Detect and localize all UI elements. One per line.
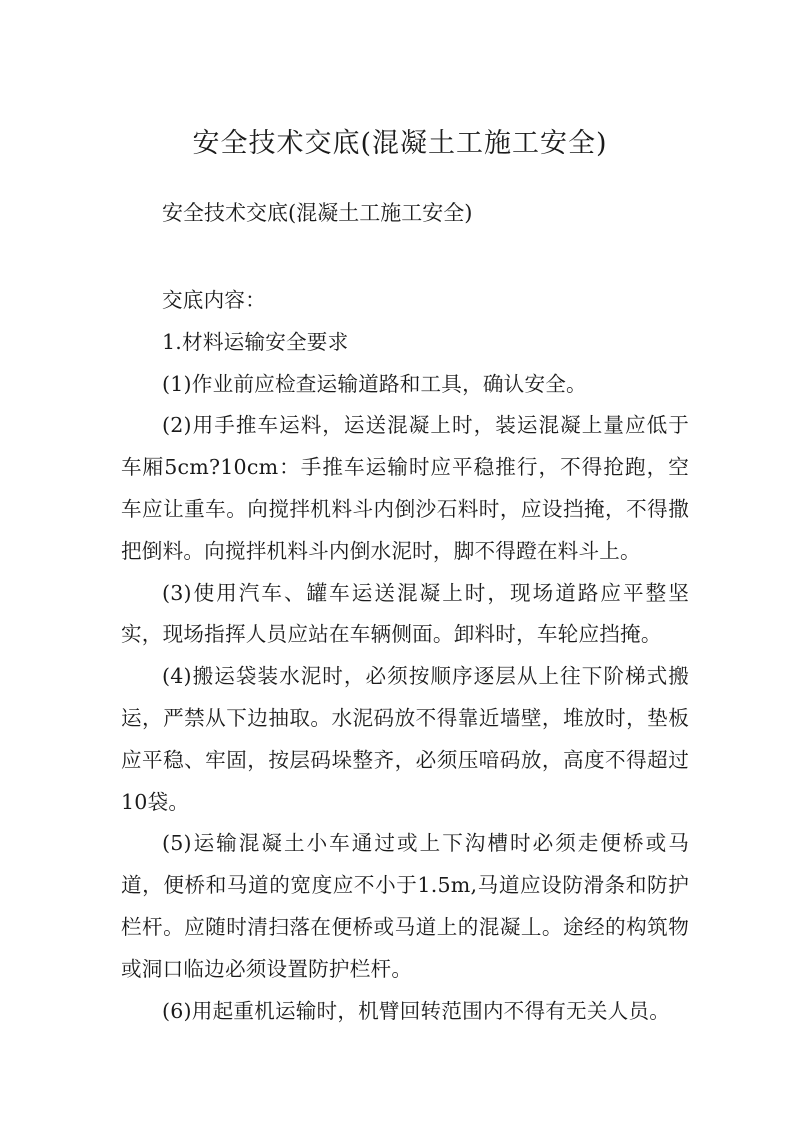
body-paragraph: 交底内容： bbox=[162, 288, 266, 312]
document-body bbox=[121, 280, 689, 1032]
body-paragraph: (1)作业前应检查运输道路和工具，确认安全。 bbox=[162, 371, 587, 396]
body-paragraph: (2)用手推车运料，运送混凝上时，装运混凝上量应低于车厢5cm?10cm：手推车运输时应平稳推行，不得抢跑，空车应让重车。向搅拌机料斗内倒沙石料时，应设挡掩，不得撒把倒料。向搅拌机料斗内倒水泥时，脚不得蹬在料斗上。 bbox=[121, 413, 689, 563]
body-paragraph: (5)运输混凝土小车通过或上下沟槽时必须走便桥或马道，便桥和马道的宽度应不小于1.5m,马道应设防滑条和防护栏杆。应随时清扫落在便桥或马道上的混凝丄。途经的构筑物或洞口临边必须设置防护栏杆。 bbox=[121, 831, 689, 981]
body-paragraph: (3)使用汽车、罐车运送混凝上时，现场道路应平整坚实，现场指挥人员应站在车辆侧面。卸料时，车轮应挡掩。 bbox=[121, 580, 689, 647]
document-subtitle: 安全技术交底(混凝土工施工安全) bbox=[162, 201, 473, 225]
section-heading: 1.材料运输安全要求 bbox=[162, 329, 349, 354]
body-paragraph: (6)用起重机运输时，机臂回转范围内不得有无关人员。 bbox=[162, 998, 671, 1023]
document-title: 安全技术交底(混凝土工施工安全) bbox=[192, 128, 608, 159]
body-paragraph: (4)搬运袋装水泥时，必须按顺序逐层从上往下阶梯式搬运，严禁从下边抽取。水泥码放不得靠近墙壁，堆放时，垫板应平稳、牢固，按层码垛整齐，必须压喑码放，高度不得超过10袋。 bbox=[121, 664, 689, 814]
